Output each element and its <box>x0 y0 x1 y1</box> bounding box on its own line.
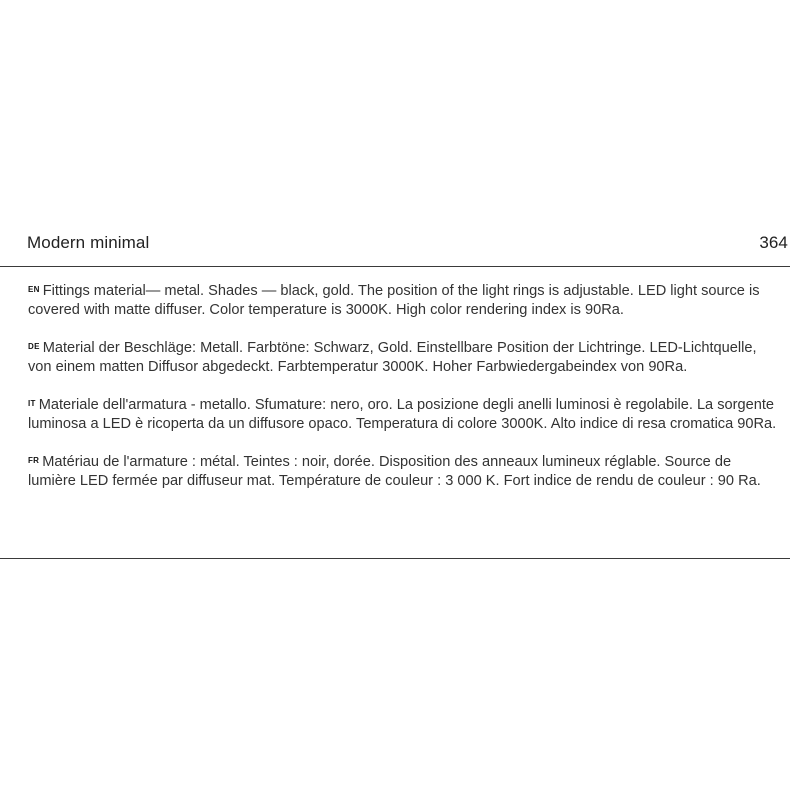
product-description <box>28 281 782 509</box>
description-text: Material der Beschläge: Metall. Farbtöne: Schwarz, Gold. Einstellbare Position der Lichtringe. LED-Lichtquelle, von einem matten Diffusor abgedeckt. Farbtemperatur 3000K. Hoher Farbwiedergabeindex von 90Ra. <box>28 340 757 375</box>
description-de <box>28 338 782 376</box>
page-header <box>27 230 788 256</box>
description-fr <box>28 452 782 490</box>
description-text: Fittings material— metal. Shades — black, gold. The position of the light rings is adjustable. LED light source is covered with matte diffuser. Color temperature is 3000K. High color rendering index is 90Ra. <box>28 283 760 318</box>
description-text: Materiale dell'armatura - metallo. Sfumature: nero, oro. La posizione degli anelli luminosi è regolabile. La sorgente luminosa a LED è ricoperta da un diffusore opaco. Temperatura di colore 3000K. Alto indice di resa cromatica 90Ra. <box>28 397 777 432</box>
description-it <box>28 395 782 433</box>
page-number: 364 <box>759 233 788 252</box>
description-en <box>28 281 782 319</box>
language-code: DE <box>28 342 40 351</box>
language-code: EN <box>28 285 40 294</box>
language-code: IT <box>28 399 36 408</box>
section-title: Modern minimal <box>27 233 150 252</box>
language-code: FR <box>28 456 40 465</box>
footer-divider <box>0 558 790 559</box>
description-text: Matériau de l'armature : métal. Teintes : noir, dorée. Disposition des anneaux lumineux réglable. Source de lumière LED fermée par diffuseur mat. Température de couleur : 3 000 K. Fort indice de rendu de couleur : 90 Ra. <box>28 454 761 489</box>
header-divider <box>0 266 790 267</box>
